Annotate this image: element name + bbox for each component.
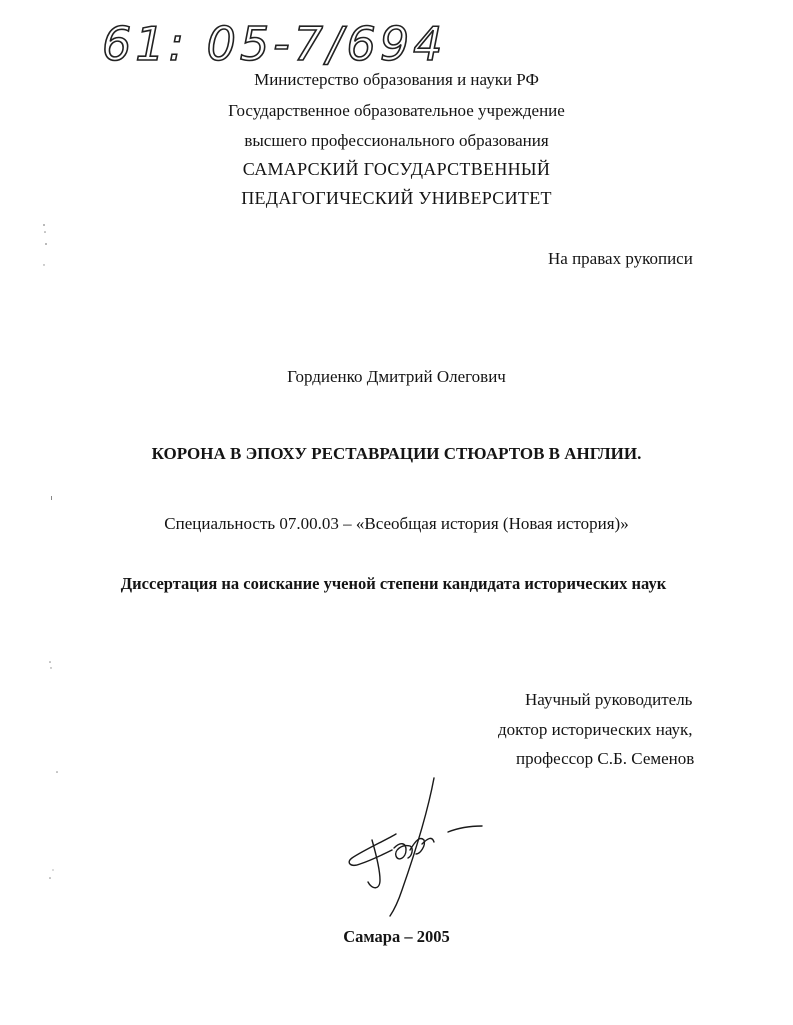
specialty-line: Специальность 07.00.03 – «Всеобщая история (Новая история)» — [164, 514, 629, 533]
university-line-1: САМАРСКИЙ ГОСУДАРСТВЕННЫЙ — [242, 159, 551, 179]
archive-code-handwritten — [100, 8, 447, 71]
institution-line-1: Государственное образовательное учреждение — [228, 101, 565, 120]
supervisor-degree: доктор исторических наук, — [498, 720, 693, 739]
archive-code-text: 61: 05-7/694 — [102, 17, 447, 71]
place-year: Самара – 2005 — [343, 927, 450, 946]
signature — [336, 770, 496, 920]
ministry-line: Министерство образования и науки РФ — [254, 70, 539, 89]
degree-line: Диссертация на соискание ученой степени кандидата исторических наук — [120, 574, 667, 593]
institution-line-2: высшего профессионального образования — [244, 131, 549, 150]
university-line-2: ПЕДАГОГИЧЕСКИЙ УНИВЕРСИТЕТ — [241, 188, 552, 208]
dissertation-title: КОРОНА В ЭПОХУ РЕСТАВРАЦИИ СТЮАРТОВ В АНГЛИИ. — [151, 444, 642, 463]
supervisor-label: Научный руководитель — [525, 690, 693, 709]
manuscript-rights-note: На правах рукописи — [548, 249, 693, 268]
author-name: Гордиенко Дмитрий Олегович — [287, 367, 506, 386]
supervisor-name: профессор С.Б. Семенов — [516, 749, 695, 768]
